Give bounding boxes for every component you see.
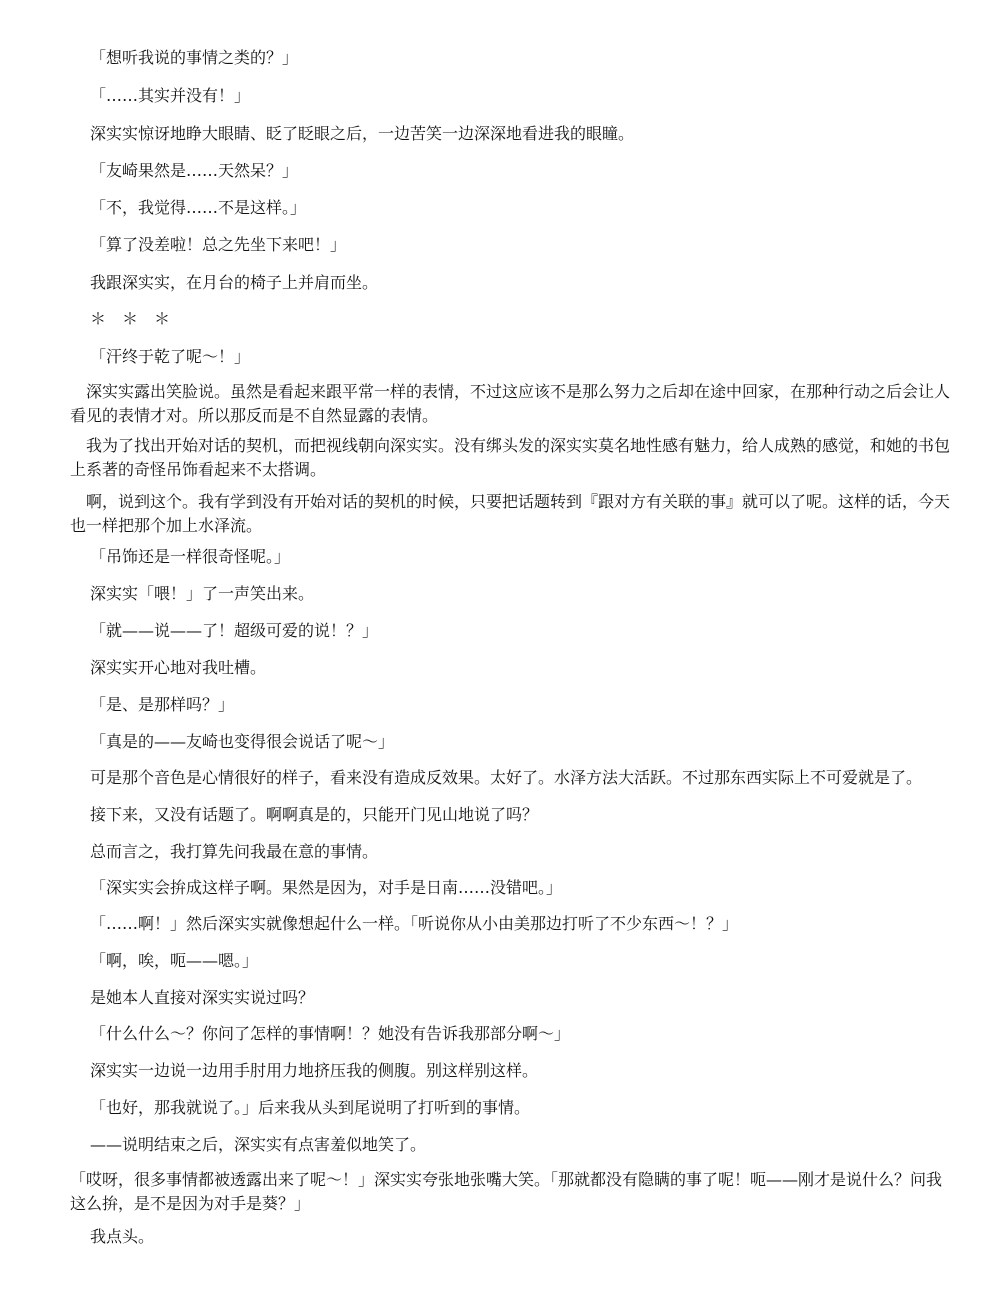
paragraph: 「……啊！」然后深实实就像想起什么一样。「听说你从小由美那边打听了不少东西～！？」 bbox=[90, 914, 739, 933]
paragraph: 深实实露出笑脸说。虽然是看起来跟平常一样的表情，不过这应该不是那么努力之后却在途中回家，在那种行动之后会让人看见的表情才对。所以那反而是不自然显露的表情。 bbox=[70, 382, 951, 425]
paragraph: 「……其实并没有！」 bbox=[90, 86, 251, 105]
paragraph: 「汗终于乾了呢～！」 bbox=[90, 347, 251, 366]
paragraph: 「真是的——友崎也变得很会说话了呢～」 bbox=[90, 732, 395, 751]
paragraph: 「就——说——了！超级可爱的说！？」 bbox=[90, 621, 379, 640]
paragraph: 深实实开心地对我吐槽。 bbox=[90, 658, 267, 677]
paragraph: 「吊饰还是一样很奇怪呢。」 bbox=[90, 547, 291, 566]
paragraph: 是她本人直接对深实实说过吗？ bbox=[90, 988, 315, 1007]
paragraph: 总而言之，我打算先问我最在意的事情。 bbox=[90, 842, 379, 861]
paragraph: 接下来，又没有话题了。啊啊真是的，只能开门见山地说了吗？ bbox=[90, 805, 539, 824]
paragraph: 啊，说到这个。我有学到没有开始对话的契机的时候，只要把话题转到『跟对方有关联的事』就可以了呢。这样的话，今天也一样把那个加上水泽流。 bbox=[70, 492, 951, 535]
paragraph: 深实实一边说一边用手肘用力地挤压我的侧腹。别这样别这样。 bbox=[90, 1061, 539, 1080]
paragraph: 我为了找出开始对话的契机，而把视线朝向深实实。没有绑头发的深实实莫名地性感有魅力，给人成熟的感觉，和她的书包上系著的奇怪吊饰看起来不太搭调。 bbox=[70, 436, 951, 479]
paragraph: 「友崎果然是……天然呆？」 bbox=[90, 161, 299, 180]
paragraph: 我点头。 bbox=[90, 1227, 155, 1246]
scene-separator: ＊ ＊ ＊ bbox=[90, 309, 171, 328]
paragraph: 「想听我说的事情之类的？」 bbox=[90, 48, 299, 67]
paragraph: 「什么什么～？你问了怎样的事情啊！？她没有告诉我那部分啊～」 bbox=[90, 1024, 571, 1043]
paragraph: 可是那个音色是心情很好的样子，看来没有造成反效果。太好了。水泽方法大活跃。不过那东西实际上不可爱就是了。 bbox=[90, 768, 923, 787]
paragraph: 「是、是那样吗？」 bbox=[90, 695, 235, 714]
paragraph: 「深实实会拚成这样子啊。果然是因为，对手是日南……没错吧。」 bbox=[90, 878, 563, 897]
paragraph: 「也好，那我就说了。」后来我从头到尾说明了打听到的事情。 bbox=[90, 1098, 531, 1117]
paragraph: 「哎呀，很多事情都被透露出来了呢～！」深实实夸张地张嘴大笑。「那就都没有隐瞒的事了呢！呃——刚才是说什么？问我这么拚，是不是因为对手是葵？」 bbox=[70, 1170, 943, 1213]
paragraph: 「不，我觉得……不是这样。」 bbox=[90, 198, 307, 217]
paragraph: 我跟深实实，在月台的椅子上并肩而坐。 bbox=[90, 273, 379, 292]
paragraph: 「算了没差啦！总之先坐下来吧！」 bbox=[90, 235, 347, 254]
paragraph: 深实实「喂！」了一声笑出来。 bbox=[90, 584, 315, 603]
paragraph: 深实实惊讶地睁大眼睛、眨了眨眼之后，一边苦笑一边深深地看进我的眼瞳。 bbox=[90, 124, 635, 143]
paragraph: 「啊，唉，呃——嗯。」 bbox=[90, 951, 259, 970]
paragraph: ——说明结束之后，深实实有点害羞似地笑了。 bbox=[90, 1135, 427, 1154]
